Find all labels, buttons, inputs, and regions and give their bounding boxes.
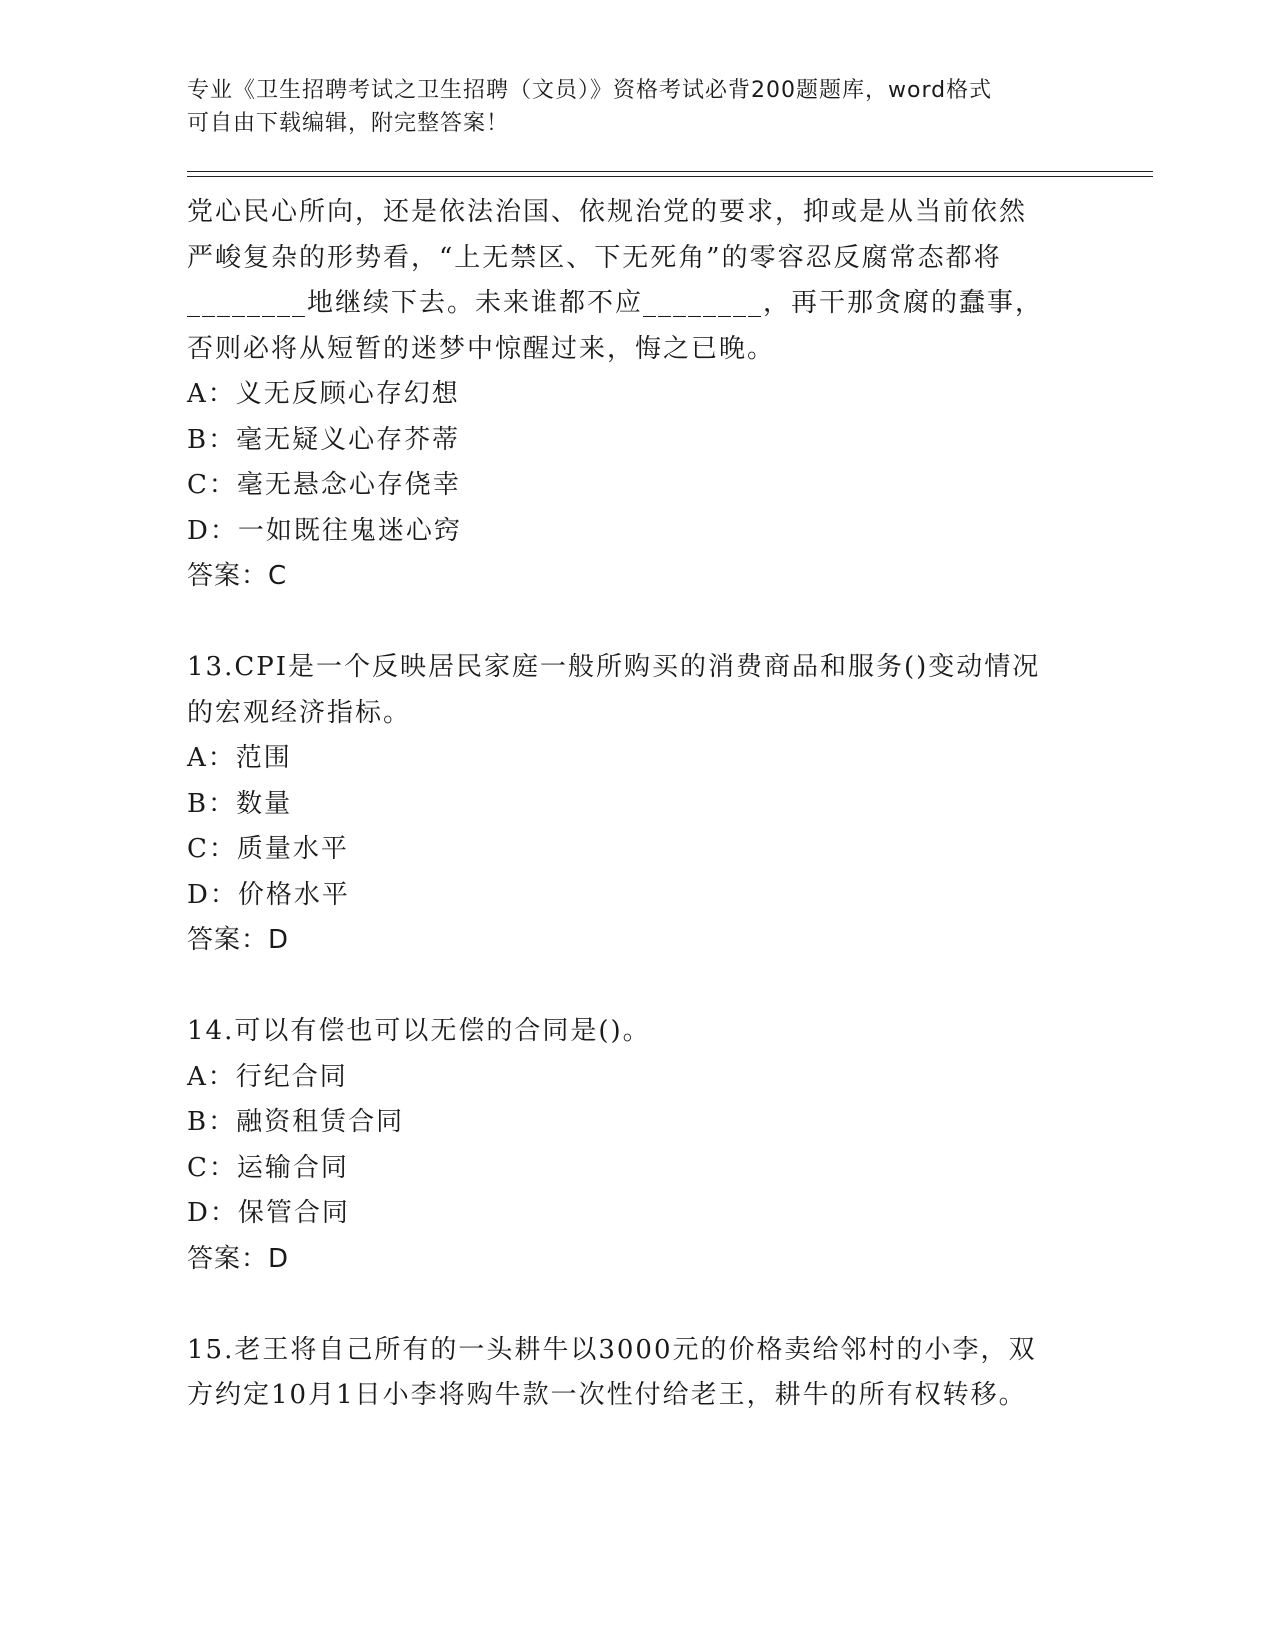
option-d: D：一如既往鬼迷心窍: [187, 515, 462, 546]
answer: 答案：D: [187, 925, 290, 955]
question-text-line: 党心民心所向，还是依法治国、依规治党的要求，抑或是从当前依然: [187, 197, 1028, 227]
question-text-line: 方约定10月1日小李将购牛款一次性付给老王，耕牛的所有权转移。: [187, 1380, 1027, 1410]
spacer: [187, 1282, 1077, 1328]
answer: 答案：D: [187, 1243, 290, 1274]
option-c: C：毫无悬念心存侥幸: [187, 470, 461, 500]
question-text-line: 严峻复杂的形势看，“上无禁区、下无死角”的零容忍反腐常态都将: [187, 242, 1002, 273]
question-13: [187, 645, 1077, 964]
option-d: D：保管合同: [187, 1198, 350, 1228]
question-text-line: 的宏观经济指标。: [187, 697, 412, 728]
option-c: C：运输合同: [187, 1152, 349, 1183]
question-14: [187, 1009, 1077, 1282]
question-text-line: 14.可以有偿也可以无偿的合同是()。: [187, 1016, 651, 1046]
question-12: [187, 190, 1077, 600]
question-text-line: 否则必将从短暂的迷梦中惊醒过来，悔之已晚。: [187, 333, 776, 364]
answer: 答案：C: [187, 561, 288, 591]
option-a: A：行纪合同: [187, 1061, 348, 1092]
header-rule-top: [187, 171, 1153, 172]
option-b: B：融资租赁合同: [187, 1107, 405, 1137]
spacer: [187, 964, 1077, 1010]
option-b: B：数量: [187, 788, 293, 819]
header-rule-bottom: [187, 176, 1153, 177]
question-text-line: 13.CPI是一个反映居民家庭一般所购买的消费商品和服务()变动情况: [187, 652, 1041, 682]
option-a: A：义无反顾心存幻想: [187, 379, 460, 409]
document-header: [187, 74, 1087, 140]
question-text-line: 15.老王将自己所有的一头耕牛以3000元的价格卖给邻村的小李，双: [187, 1334, 1037, 1365]
option-a: A：范围: [187, 743, 292, 773]
question-15: [187, 1328, 1077, 1419]
header-line-2: 可自由下载编辑，附完整答案！: [187, 111, 510, 136]
question-text-line: ________地继续下去。未来谁都不应________，再干那贪腐的蠢事，: [187, 288, 1044, 318]
header-line-1: 专业《卫生招聘考试之卫生招聘（文员）》资格考试必背200题题库，word格式: [187, 78, 993, 103]
option-c: C：质量水平: [187, 834, 349, 864]
option-b: B：毫无疑义心存芥蒂: [187, 424, 461, 455]
document-body: [187, 190, 1077, 1419]
spacer: [187, 600, 1077, 646]
option-d: D：价格水平: [187, 879, 350, 910]
